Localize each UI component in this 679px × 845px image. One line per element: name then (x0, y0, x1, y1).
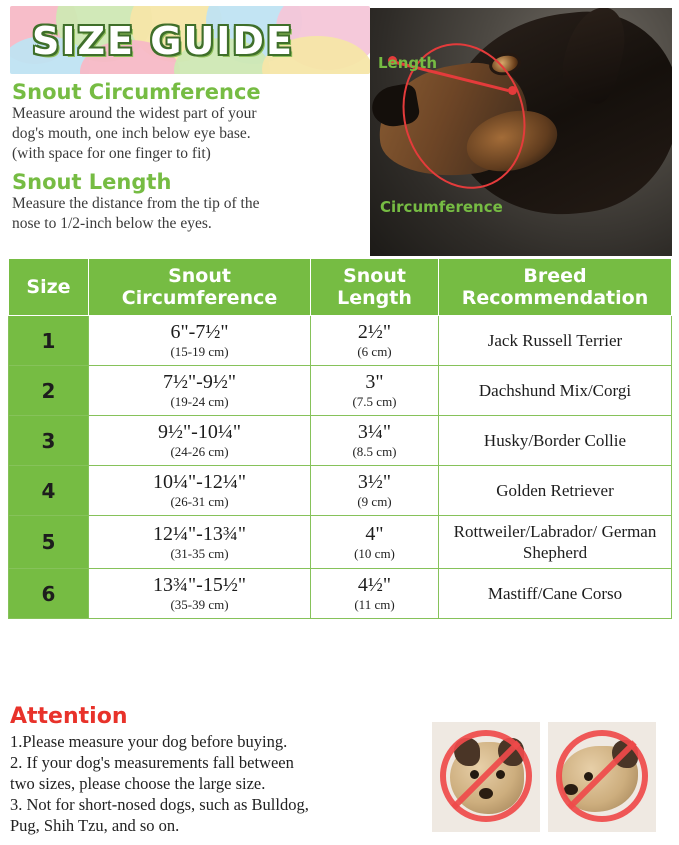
column-header-length-line1: Snout (343, 265, 406, 287)
cell-circumference-inches: 12¼"-13¾" (153, 522, 246, 545)
column-header-circumference (89, 259, 311, 316)
attention-heading: Attention (10, 704, 128, 729)
not-allowed-photo-1 (432, 722, 540, 832)
cell-circumference-cm: (19-24 cm) (170, 394, 229, 409)
cell-circumference (89, 516, 311, 569)
cell-size: 1 (9, 316, 89, 366)
cell-circumference-inches: 6"-7½" (170, 321, 229, 343)
cell-size: 3 (9, 416, 89, 466)
cell-circumference (89, 416, 311, 466)
cell-breed-line2: German Shepherd (522, 522, 657, 562)
cell-length-inches: 2½" (357, 321, 392, 343)
table-row (9, 366, 672, 416)
table-row (9, 569, 672, 619)
cell-breed (439, 466, 672, 516)
table-row (9, 516, 672, 569)
cell-circumference-inches: 9½"-10¼" (158, 421, 241, 443)
cell-length-inches: 3¼" (357, 421, 392, 443)
cell-circumference-inches: 7½"-9½" (163, 371, 236, 393)
cell-circumference (89, 366, 311, 416)
not-allowed-photo-2 (548, 722, 656, 832)
cell-length-inches: 4½" (357, 574, 392, 596)
cell-length-cm: (6 cm) (357, 344, 392, 359)
column-header-length-line2: Length (337, 287, 412, 309)
cell-length (311, 569, 439, 619)
cell-circumference-inches: 13¾"-15½" (153, 574, 246, 596)
cell-size: 4 (9, 466, 89, 516)
column-header-breed-line2: Recommendation (461, 287, 649, 309)
column-header-circumference-line1: Snout (168, 265, 231, 287)
snout-circumference-heading: Snout Circumference (12, 80, 261, 104)
cell-breed-line1: Golden Retriever (496, 481, 614, 500)
cell-length-cm: (7.5 cm) (352, 394, 397, 409)
cell-circumference-inches: 10¼"-12¼" (153, 471, 246, 493)
cell-circumference (89, 316, 311, 366)
cell-circumference-cm: (24-26 cm) (170, 444, 229, 459)
cell-circumference-cm: (15-19 cm) (170, 344, 229, 359)
snout-length-line-2: nose to 1/2-inch below the eyes. (12, 215, 212, 232)
cell-circumference (89, 466, 311, 516)
column-header-breed-line1: Breed (523, 265, 587, 287)
snout-length-heading: Snout Length (12, 170, 172, 194)
cell-breed (439, 569, 672, 619)
cell-breed (439, 516, 672, 569)
table-header-row (9, 259, 672, 316)
length-label: Length (378, 54, 437, 72)
cell-length (311, 366, 439, 416)
table-row (9, 416, 672, 466)
cell-breed-line1: Jack Russell Terrier (487, 331, 623, 350)
cell-breed (439, 316, 672, 366)
column-header-length (311, 259, 439, 316)
cell-breed-line1: Mastiff/Cane Corso (487, 584, 623, 603)
cell-length (311, 516, 439, 569)
snout-circumference-line-1: Measure around the widest part of your (12, 105, 257, 122)
circumference-label: Circumference (380, 198, 503, 216)
cell-length-cm: (9 cm) (357, 494, 392, 509)
cell-breed-line1: Husky/Border Collie (483, 431, 627, 450)
column-header-breed (439, 259, 672, 316)
cell-circumference-cm: (31-35 cm) (170, 545, 229, 561)
measure-point-icon (508, 86, 517, 95)
cell-length-cm: (11 cm) (354, 597, 395, 612)
column-header-circumference-line2: Circumference (121, 287, 278, 309)
snout-circumference-line-2: dog's mouth, one inch below eye base. (12, 125, 251, 142)
cell-length-cm: (8.5 cm) (352, 444, 397, 459)
intro-section (12, 80, 392, 234)
dog-measurement-photo (370, 8, 672, 256)
column-header-size: Size (9, 259, 89, 316)
table-row (9, 316, 672, 366)
header-banner (10, 6, 370, 74)
cell-breed-line1: Dachshund Mix/Corgi (478, 381, 632, 400)
cell-size: 5 (9, 516, 89, 569)
attention-line-3: two sizes, please choose the large size. (10, 774, 266, 793)
attention-line-5: Pug, Shih Tzu, and so on. (10, 816, 180, 835)
cell-length-inches: 3" (365, 371, 384, 393)
cell-circumference-cm: (35-39 cm) (170, 597, 229, 612)
cell-size: 2 (9, 366, 89, 416)
attention-section (10, 704, 430, 836)
cell-breed-line1: Rottweiler/Labrador/ (453, 522, 598, 541)
attention-line-4: 3. Not for short-nosed dogs, such as Bulldog, (10, 795, 309, 814)
cell-length-inches: 4" (365, 522, 384, 545)
table-row (9, 466, 672, 516)
cell-circumference (89, 569, 311, 619)
attention-line-2: 2. If your dog's measurements fall between (10, 753, 294, 772)
cell-breed (439, 416, 672, 466)
attention-line-1: 1.Please measure your dog before buying. (10, 732, 288, 751)
page-title (32, 16, 352, 68)
page-title-text: SIZE GUIDE (32, 19, 294, 63)
cell-length (311, 466, 439, 516)
cell-size: 6 (9, 569, 89, 619)
cell-length-inches: 3½" (357, 471, 392, 493)
size-table (8, 258, 672, 619)
snout-circumference-line-3: (with space for one finger to fit) (12, 145, 211, 162)
cell-length (311, 316, 439, 366)
cell-length (311, 416, 439, 466)
cell-length-cm: (10 cm) (354, 545, 395, 561)
cell-breed (439, 366, 672, 416)
cell-circumference-cm: (26-31 cm) (170, 494, 229, 509)
snout-length-line-1: Measure the distance from the tip of the (12, 195, 260, 212)
